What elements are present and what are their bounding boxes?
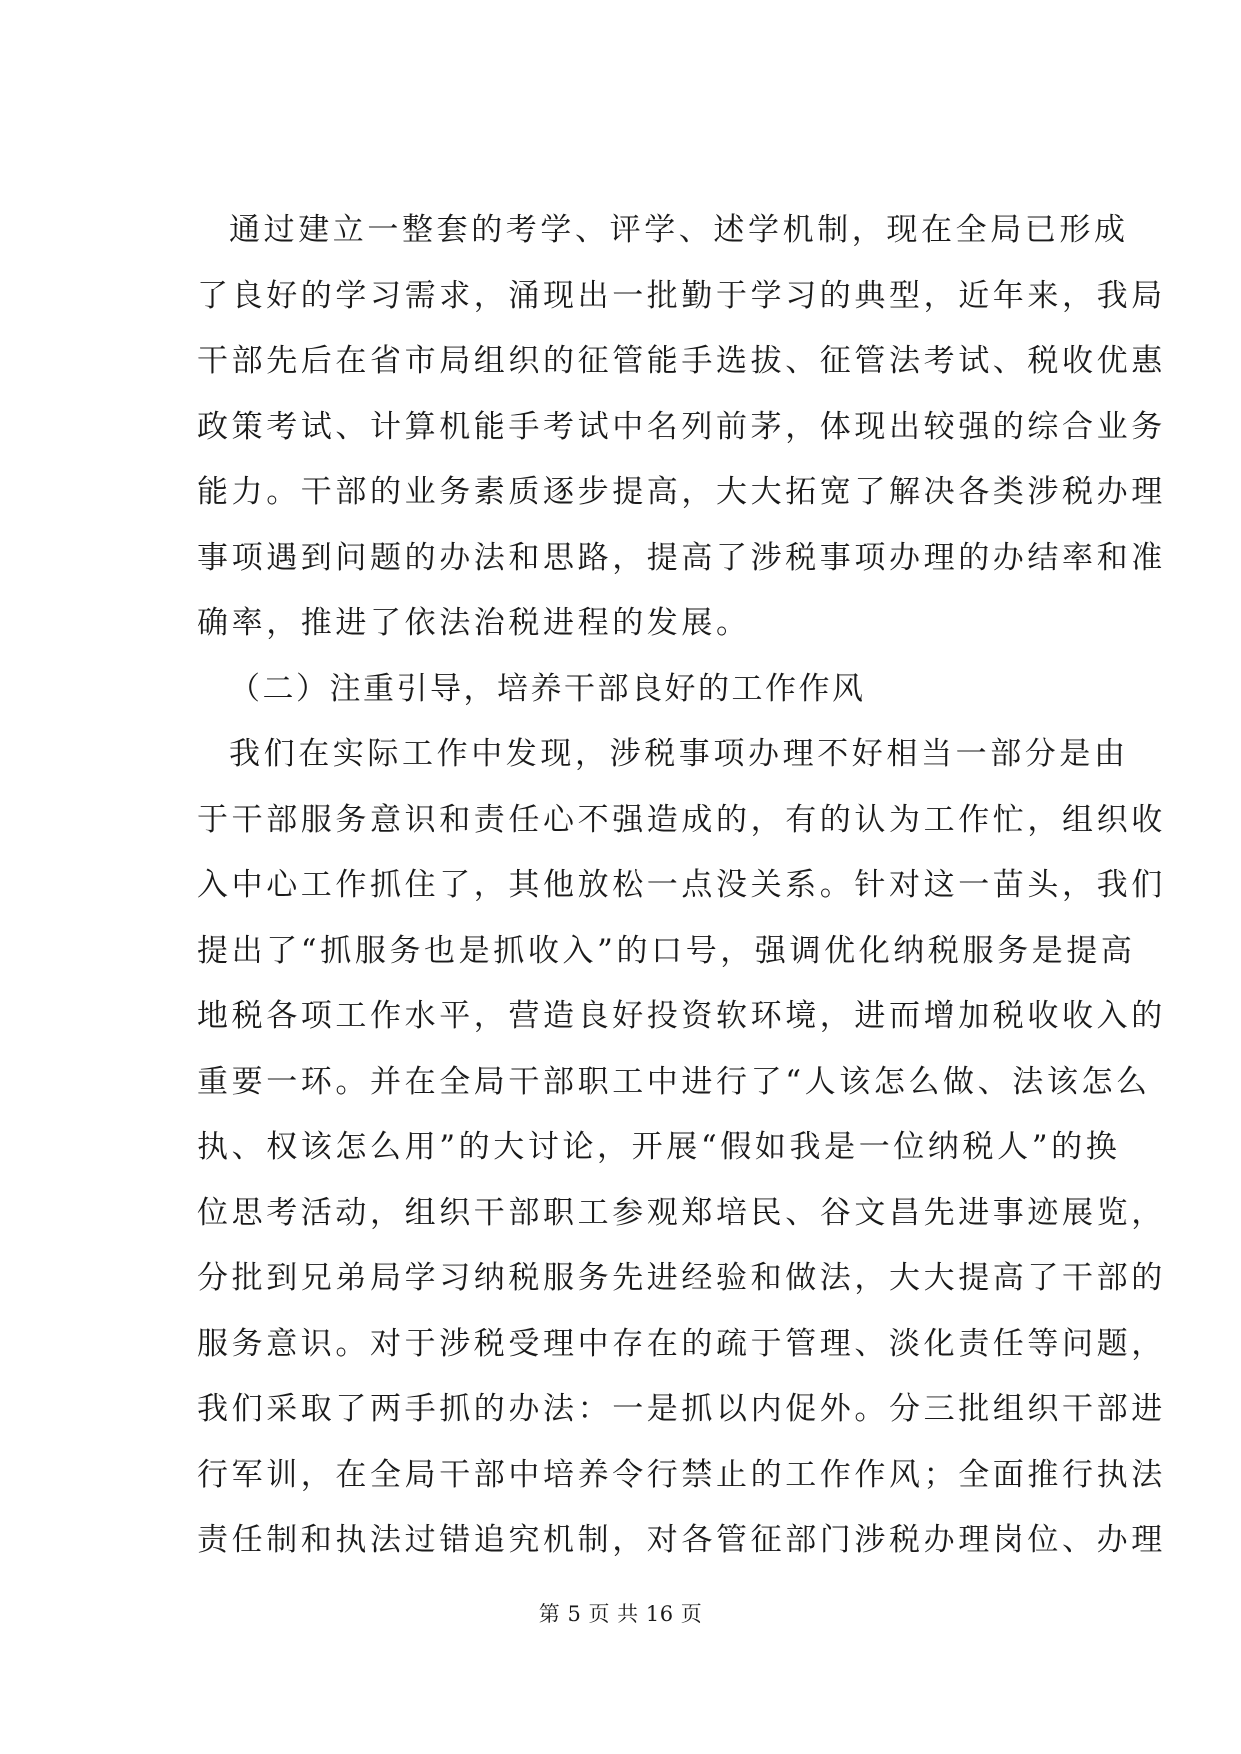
paragraph-line: 了良好的学习需求，涌现出一批勤于学习的典型，近年来，我局: [197, 277, 1166, 314]
paragraph-line: 服务意识。对于涉税受理中存在的疏于管理、淡化责任等问题，: [197, 1325, 1166, 1362]
paragraph-line: 入中心工作抓住了，其他放松一点没关系。针对这一苗头，我们: [197, 867, 1166, 903]
paragraph-line: 重要一环。并在全局干部职工中进行了“人该怎么做、法该怎么: [197, 1063, 1151, 1100]
paragraph-line: 我们采取了两手抓的办法：一是抓以内促外。分三批组织干部进: [197, 1391, 1166, 1427]
paragraph-line: 地税各项工作水平，营造良好投资软环境，进而增加税收收入的: [197, 998, 1166, 1034]
paragraph-line: 责任制和执法过错追究机制，对各管征部门涉税办理岗位、办理: [197, 1522, 1166, 1558]
paragraph-line: 执、权该怎么用”的大讨论，开展“假如我是一位纳税人”的换: [197, 1129, 1121, 1165]
page-footer: 第 5 页 共 16 页: [538, 1602, 703, 1626]
section-heading: （二）注重引导，培养干部良好的工作作风: [229, 670, 866, 707]
paragraph-line: 我们在实际工作中发现，涉税事项办理不好相当一部分是由: [229, 736, 1129, 772]
paragraph-line: 行军训，在全局干部中培养令行禁止的工作作风；全面推行执法: [197, 1456, 1166, 1493]
paragraph-line: 分批到兄弟局学习纳税服务先进经验和做法，大大提高了干部的: [197, 1260, 1166, 1296]
paragraph-line: 能力。干部的业务素质逐步提高，大大拓宽了解决各类涉税办理: [197, 474, 1166, 510]
paragraph-line: 通过建立一整套的考学、评学、述学机制，现在全局已形成: [229, 212, 1129, 248]
paragraph-line: 干部先后在省市局组织的征管能手选拔、征管法考试、税收优惠: [197, 343, 1166, 379]
paragraph-line: 确率，推进了依法治税进程的发展。: [197, 605, 751, 641]
paragraph-line: 提出了“抓服务也是抓收入”的口号，强调优化纳税服务是提高: [197, 932, 1136, 969]
paragraph-line: 政策考试、计算机能手考试中名列前茅，体现出较强的综合业务: [197, 408, 1166, 445]
paragraph-line: 位思考活动，组织干部职工参观郑培民、谷文昌先进事迹展览，: [197, 1194, 1166, 1231]
body-text: [197, 198, 1166, 1574]
paragraph-line: 事项遇到问题的办法和思路，提高了涉税事项办理的办结率和准: [197, 539, 1166, 576]
paragraph-line: 于干部服务意识和责任心不强造成的，有的认为工作忙，组织收: [197, 801, 1166, 838]
